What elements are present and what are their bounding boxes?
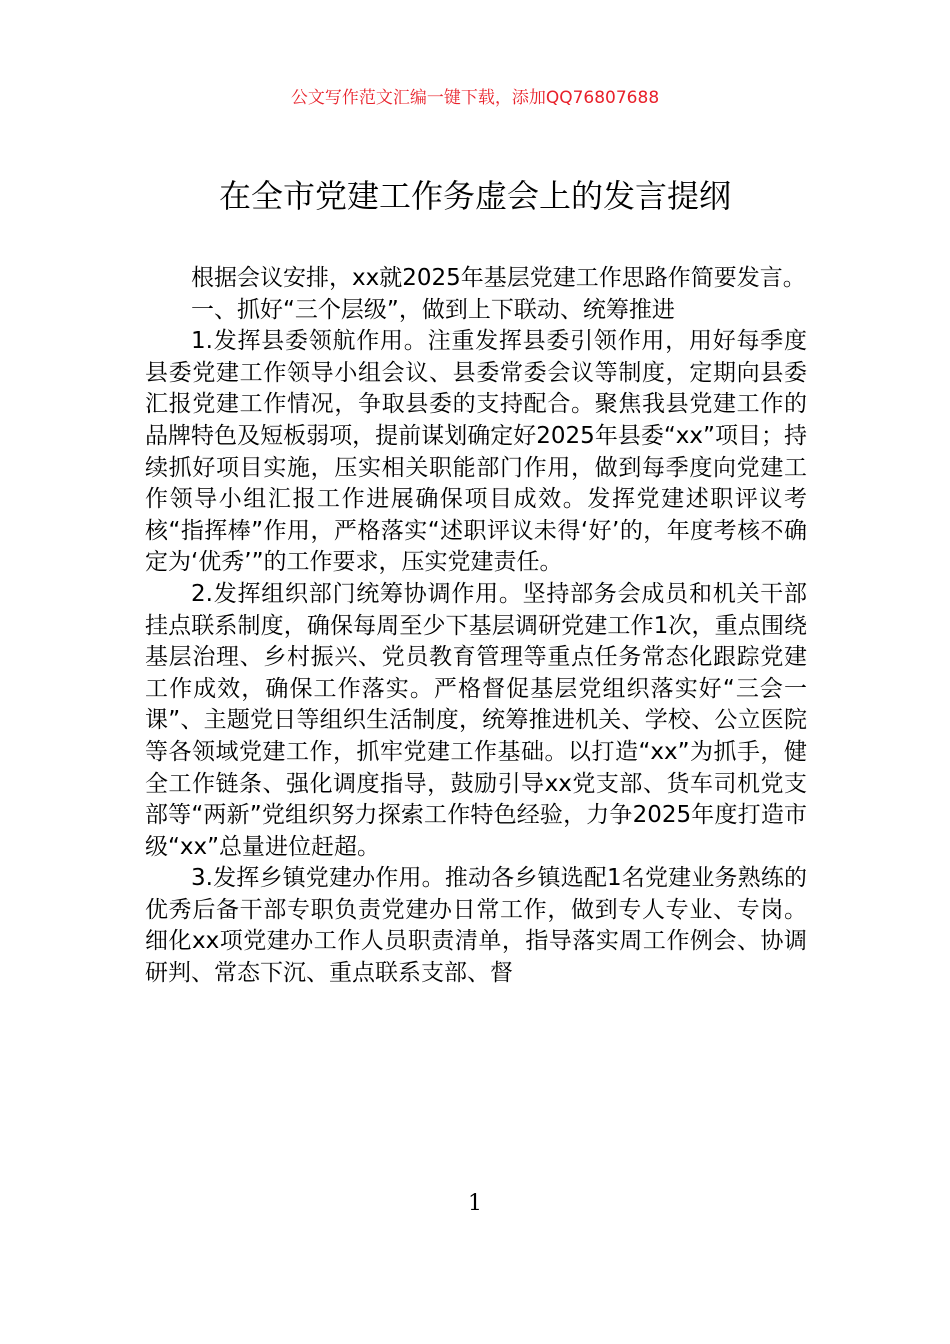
section-heading-1: 一、抓好“三个层级”，做到上下联动、统筹推进 [191,296,675,323]
document-title: 在全市党建工作务虚会上的发言提纲 [218,177,731,215]
intro-paragraph: 根据会议安排，xx就2025年基层党建工作思路作简要发言。 [191,265,806,291]
page-number: 1 [468,1191,482,1216]
body-paragraph: 3.发挥乡镇党建办作用。推动各乡镇选配1名党建业务熟练的优秀后备干部专职负责党建办日常工作，做到专人专业、专岗。细化xx项党建办工作人员职责清单，指导落实周工作例会、协调研判、常态下沉、重点联系支部、督 [145,865,807,987]
body-paragraph: 1.发挥县委领航作用。注重发挥县委引领作用，用好每季度县委党建工作领导小组会议、县委常委会议等制度，定期向县委汇报党建工作情况，争取县委的支持配合。聚焦我县党建工作的品牌特色及短板弱项，提前谋划确定好2025年县委“xx”项目；持续抓好项目实施，压实相关职能部门作用，做到每季度向党建工作领导小组汇报工作进展确保项目成效。发挥党建述职评议考核“指挥棒”作用，严格落实“述职评议未得‘好’的，年度考核不确定为‘优秀’”的工作要求，压实党建责任。 [145,328,807,576]
body-paragraph: 2.发挥组织部门统筹协调作用。坚持部务会成员和机关干部挂点联系制度，确保每周至少下基层调研党建工作1次，重点围绕基层治理、乡村振兴、党员教育管理等重点任务常态化跟踪党建工作成效，确保工作落实。严格督促基层党组织落实好“三会一课”、主题党日等组织生活制度，统筹推进机关、学校、公立医院等各领域党建工作，抓牢党建工作基础。以打造“xx”为抓手，健全工作链条、强化调度指导，鼓励引导xx党支部、货车司机党支部等“两新”党组织努力探索工作特色经验，力争2025年度打造市级“xx”总量进位赶超。 [145,580,807,860]
document-body [145,263,807,990]
download-promo-note: 公文写作范文汇编一键下载，添加QQ76807688 [290,88,660,108]
